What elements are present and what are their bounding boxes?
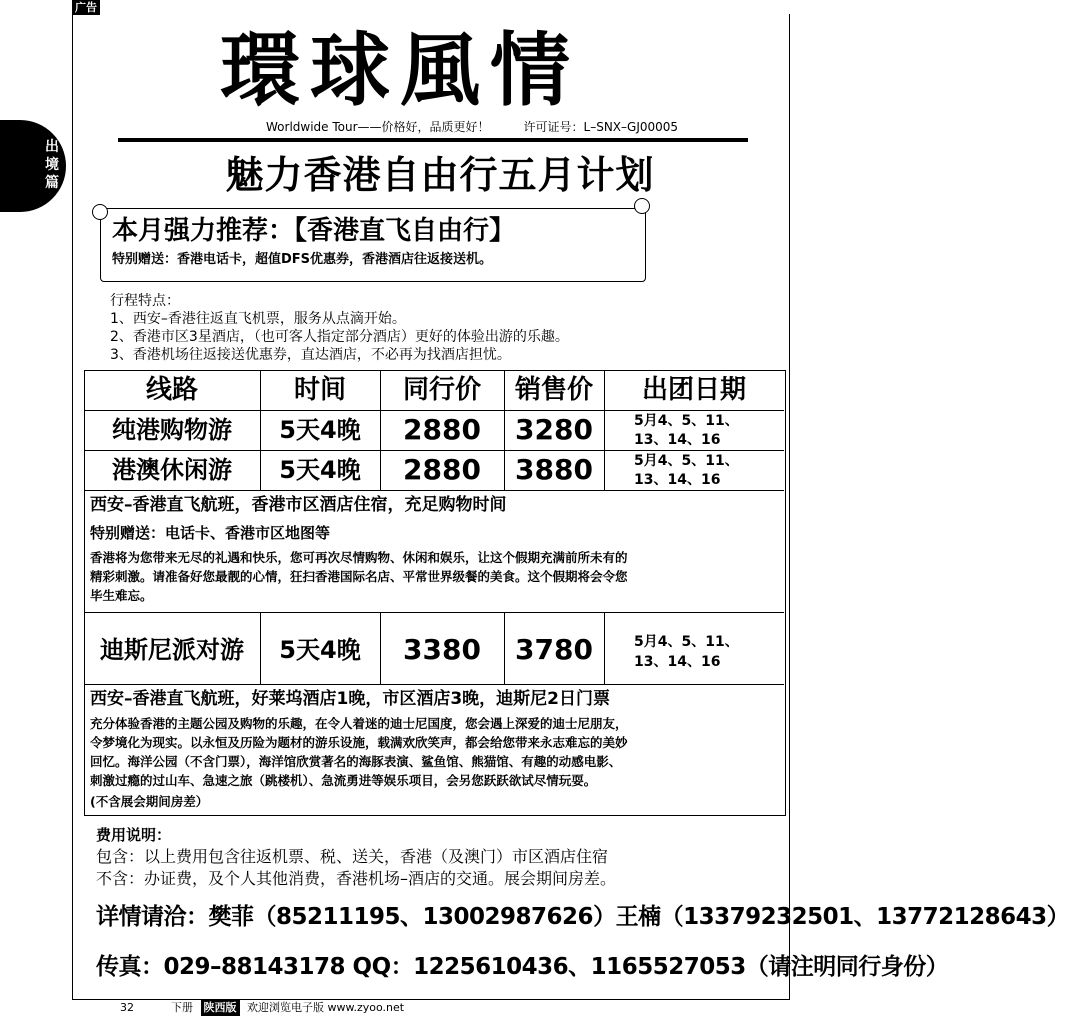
header-rule (118, 138, 748, 142)
retail-price: 3280 (515, 413, 593, 446)
feature-item: 3、香港机场往返接送优惠券，直达酒店，不必再为找酒店担忧。 (110, 347, 511, 363)
departure-dates: 5月4、5、11、 (634, 634, 739, 650)
page-footer (120, 1000, 404, 1016)
tagline (266, 118, 678, 135)
departure-dates: 13、14、16 (634, 432, 721, 448)
col-header-route: 线路 (145, 375, 198, 405)
footer-website[interactable]: 欢迎浏览电子版 www.zyoo.net (247, 1001, 405, 1014)
fees-heading: 费用说明： (96, 826, 172, 844)
departure-dates: 13、14、16 (634, 472, 721, 488)
edition-badge: 陕西版 (201, 1000, 240, 1016)
route-name: 迪斯尼派对游 (100, 636, 244, 664)
route-gift: 特别赠送：电话卡、香港市区地图等 (90, 524, 331, 542)
trade-price: 3380 (403, 633, 481, 666)
scroll-curl-right (634, 198, 650, 214)
fees-include: 包含：以上费用包含往返机票、税、送关，香港（及澳门）市区酒店住宿 (96, 847, 609, 866)
route-summary: 西安–香港直飞航班，香港市区酒店住宿，充足购物时间 (90, 495, 507, 515)
contact-fax-qq: 传真：029–88143178 QQ：1225610436、1165527053（请注明同行身份） (96, 954, 949, 980)
departure-dates: 13、14、16 (634, 654, 721, 670)
volume-label: 下册 (171, 1001, 193, 1014)
feature-item: 1、西安–香港往返直飞机票，服务从点滴开始。 (110, 311, 406, 327)
route-description: 毕生难忘。 (90, 588, 153, 603)
route-description: 令梦境化为现实。以永恒及历险为题材的游乐设施，载满欢欣笑声，都会给您带来永志难忘的美妙 (90, 735, 628, 750)
route-description: 充分体验香港的主题公园及购物的乐趣，在令人着迷的迪士尼国度，您会遇上深爱的迪士尼朋友， (90, 716, 628, 731)
col-header-trade-price: 同行价 (402, 375, 481, 405)
table-divider (84, 612, 784, 613)
route-description: 香港将为您带来无尽的礼遇和快乐，您可再次尽情购物、休闲和娱乐，让这个假期充满前所未有的 (90, 550, 628, 565)
features-heading: 行程特点： (110, 293, 180, 309)
page-number: 32 (120, 1001, 134, 1014)
departure-dates: 5月4、5、11、 (634, 453, 739, 469)
license-number: 许可证号：L–SNX–GJ00005 (523, 120, 679, 134)
route-description: 精彩刺激。请准备好您最靓的心情，狂扫香港国际名店、平常世界级餐的美食。这个假期将会令您 (90, 569, 628, 584)
slogan: Worldwide Tour——价格好，品质更好！ (266, 120, 490, 134)
table-col-line (604, 612, 605, 684)
col-header-retail-price: 销售价 (514, 375, 593, 405)
route-duration: 5天4晚 (279, 416, 361, 444)
table-divider (84, 490, 784, 491)
col-header-duration: 时间 (293, 375, 346, 405)
col-header-dates: 出团日期 (641, 375, 746, 405)
recommend-gift: 特别赠送：香港电话卡，超值DFS优惠券，香港酒店往返接送机。 (112, 252, 493, 267)
trade-price: 2880 (403, 453, 481, 486)
retail-price: 3880 (515, 453, 593, 486)
side-label: 出境篇 (45, 139, 59, 191)
route-duration: 5天4晚 (279, 456, 361, 484)
route-note: (不含展会期间房差） (90, 794, 209, 809)
scroll-curl-left (92, 204, 108, 220)
headline: 魅力香港自由行五月计划 (225, 153, 655, 197)
ad-tag: 广告 (72, 0, 100, 15)
contact-phone: 详情请洽：樊菲（85211195、13002987626）王楠（13379232501、13772128643） (96, 904, 1069, 930)
brand-logo: 環球風情 (220, 23, 580, 117)
table-divider (84, 684, 784, 685)
departure-dates: 5月4、5、11、 (634, 413, 739, 429)
route-name: 港澳休闲游 (112, 456, 232, 484)
retail-price: 3780 (515, 633, 593, 666)
recommend-title: 本月强力推荐：【香港直飞自由行】 (112, 216, 516, 246)
trade-price: 2880 (403, 413, 481, 446)
route-duration: 5天4晚 (279, 636, 361, 664)
route-name: 纯港购物游 (112, 416, 232, 444)
feature-item: 2、香港市区3星酒店，（也可客人指定部分酒店）更好的体验出游的乐趣。 (110, 329, 569, 345)
table-col-line (604, 370, 605, 490)
fees-exclude: 不含：办证费，及个人其他消费，香港机场–酒店的交通。展会期间房差。 (96, 869, 617, 888)
route-description: 刺激过瘾的过山车、急速之旅（跳楼机）、急流勇进等娱乐项目，会另您跃跃欲试尽情玩耍。 (90, 773, 597, 788)
route-description: 回忆。海洋公园（不含门票），海洋馆欣赏著名的海豚表演、鲨鱼馆、熊猫馆、有趣的动感电影、 (90, 754, 622, 769)
route-summary: 西安–香港直飞航班，好莱坞酒店1晚，市区酒店3晚，迪斯尼2日门票 (90, 689, 610, 709)
